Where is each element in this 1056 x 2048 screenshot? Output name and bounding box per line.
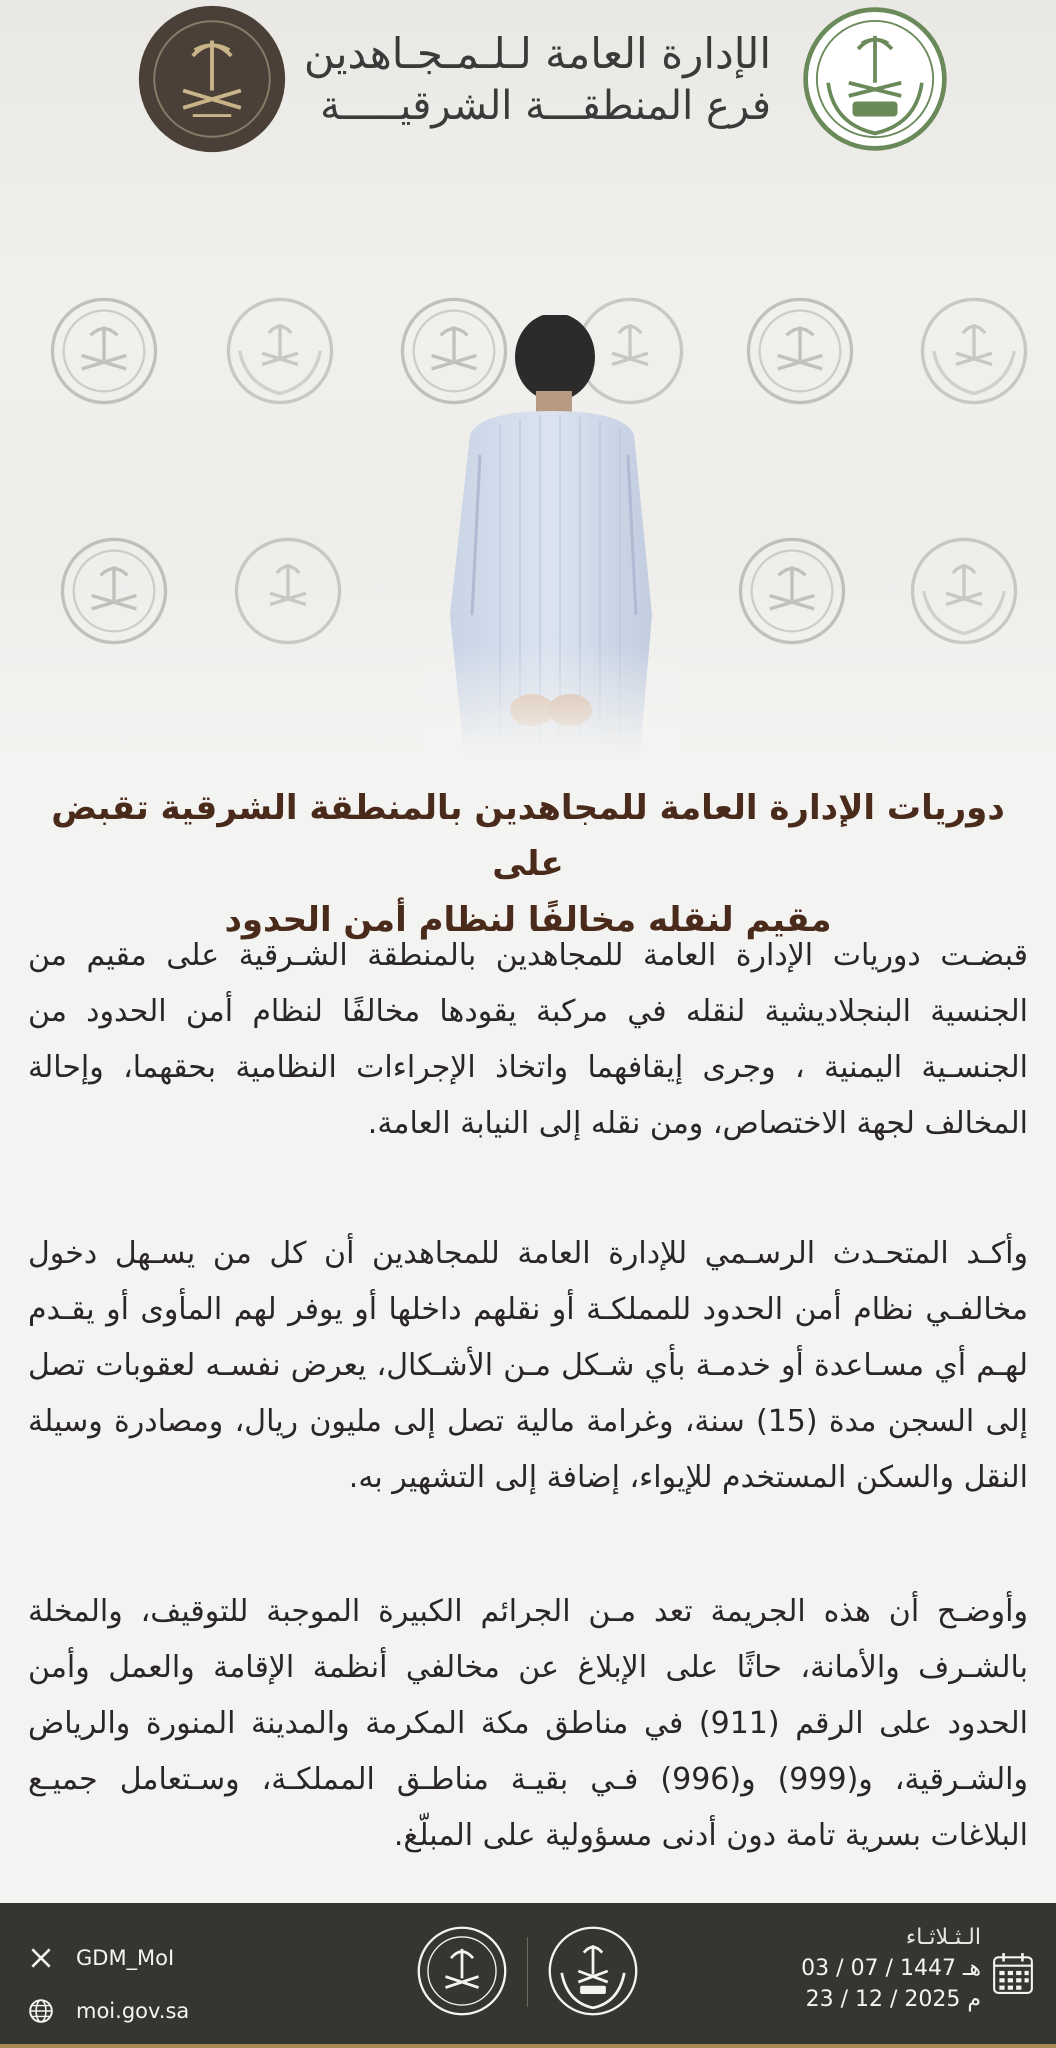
footer-divider — [527, 1937, 528, 2007]
wall-seal-icon — [232, 535, 344, 647]
wall-seal-icon — [744, 295, 856, 407]
hijri-date: 03 / 07 / 1447 هـ — [801, 1956, 981, 1981]
wall-seal-icon — [48, 295, 160, 407]
detained-person-figure — [420, 315, 680, 755]
weekday: الـثـلاثـاء — [905, 1925, 981, 1950]
x-account-link[interactable] — [28, 1945, 174, 1971]
website-link[interactable] — [28, 1998, 189, 2024]
moi-seal-footer-icon — [547, 1925, 639, 2017]
wall-seal-icon — [224, 295, 336, 407]
header-banner — [0, 0, 1056, 170]
wall-seal-icon — [908, 535, 1020, 647]
article-paragraph-1: قبضـت دوريات الإدارة العامة للمجاهدين بالمنطقة الشـرقية على مقيم من الجنسية البنجلاديشية لنقله في مركبة يقودها مخالفًا لنظام أمن الحدود من الجنسـية اليمنية ، وجرى إيقافهما واتخاذ الإجراءات النظامية بحقهما، وإحالة المخالف لجهة الاختصاص، ومن نقله إلى النيابة العامة. — [28, 938, 1028, 1141]
date-block — [761, 1925, 981, 2012]
article-headline — [30, 780, 1026, 948]
x-logo-icon — [28, 1945, 54, 1971]
x-handle: GDM_MoI — [76, 1946, 175, 1970]
calendar-icon — [992, 1951, 1034, 1995]
wall-seal-icon — [58, 535, 170, 647]
article-paragraph-3: وأوضـح أن هذه الجريمة تعد مـن الجرائم الكبيرة الموجبة للتوقيف، والمخلة بالشـرف والأمانة، حاثًا على الإبلاغ عن مخالفي أنظمة الإقامة والعمل وأمن الحدود على الرقم (911) في مناطق مكة المكرمة والمدينة المنورة والرياض والشـرقية، و(999) و(996) فـي بقيـة مناطـق المملكـة، وسـتعامل جميـع البلاغات بسرية تامة دون أدنى مسؤولية على المبلّغ. — [28, 1594, 1029, 1853]
wall-seal-icon — [918, 295, 1030, 407]
mujahideen-seal-footer-icon — [416, 1925, 508, 2017]
footer-accent-line — [0, 2044, 1056, 2048]
gregorian-date: 23 / 12 / 2025 م — [805, 1987, 981, 2012]
headline-line1: دوريات الإدارة العامة للمجاهدين بالمنطقة الشرقية تقبض على — [51, 788, 1005, 884]
headline-line2: مقيم لنقله مخالفًا لنظام أمن الحدود — [224, 900, 832, 940]
wall-seal-icon — [736, 535, 848, 647]
footer-bar — [0, 1903, 1056, 2048]
org-title — [251, 28, 771, 132]
website-url: moi.gov.sa — [76, 1999, 190, 2023]
hero-image — [0, 0, 1056, 760]
globe-icon — [28, 1998, 54, 2024]
article-paragraph-2: وأكـد المتحـدث الرسـمي للإدارة العامة للمجاهدين أن كل من يسـهل دخول مخالفـي نظام أمن الحدود للمملكـة أو نقلهم داخلها أو يوفر لهم المأوى أو يقـدم لهـم أي مسـاعدة أو خدمـة بأي شـكل مـن الأشـكال، يعرض نفسـه لعقوبات تصل إلى السجن مدة (15) سنة، وغرامة مالية تصل إلى مليون ريال، ومصادرة وسيلة النقل والسكن المستخدم للإيواء، إضافة إلى التشهير به. — [28, 1236, 1028, 1495]
org-name-line2: فرع المنطقـــة الشرقيـــــة — [320, 83, 771, 129]
org-name-line1: الإدارة العامة لـلـمـجـاهدين — [303, 29, 771, 78]
moi-seal-icon — [800, 2, 950, 156]
